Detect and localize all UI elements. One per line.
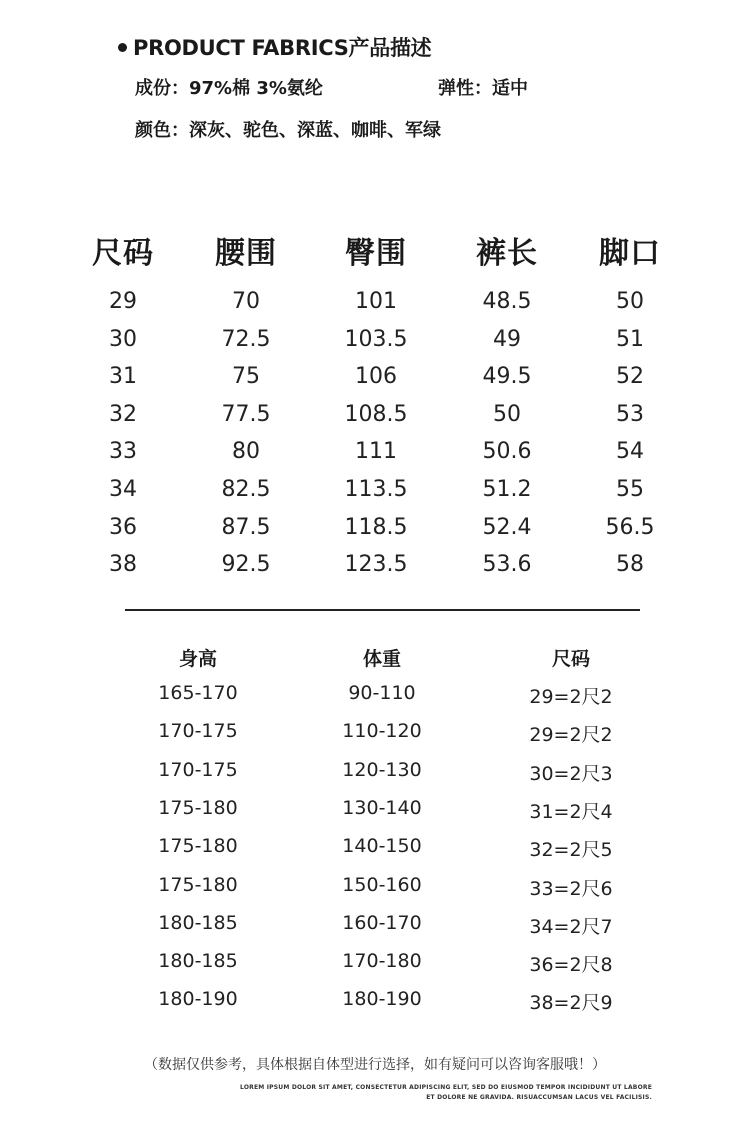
- colors-text: 颜色：深灰、驼色、深蓝、咖啡、军绿: [135, 120, 441, 141]
- size-table-cell: 54: [616, 439, 644, 465]
- size-table-cell: 111: [355, 439, 397, 465]
- fit-table-cell: 29=2尺2: [529, 724, 613, 747]
- size-table-cell: 36: [109, 514, 137, 540]
- fit-table-cell: 120-130: [342, 758, 422, 781]
- size-table-cell: 77.5: [221, 401, 271, 427]
- fine-print-line-1: LOREM IPSUM DOLOR SIT AMET, CONSECTETUR ADIPISCING ELIT, SED DO EIUSMOD TEMPOR INCIDIDUNT UT LABORE: [240, 1084, 652, 1091]
- fit-table-cell: 29=2尺2: [529, 686, 613, 708]
- fit-table-cell: 31=2尺4: [529, 800, 613, 823]
- fit-table-cell: 170-175: [158, 758, 238, 781]
- size-table-cell: 48.5: [482, 289, 532, 314]
- size-table-cell: 32: [109, 401, 137, 427]
- disclaimer-note: （数据仅供参考，具体根据自体型进行选择，如有疑问可以咨询客服哦！）: [144, 1057, 606, 1073]
- composition-text: 成份：97%棉 3%氨纶: [135, 78, 323, 99]
- size-table-cell: 87.5: [221, 514, 271, 540]
- fit-table-header-cell: 尺码: [551, 648, 591, 670]
- fit-table-header-cell: 体重: [362, 648, 402, 670]
- fit-table-cell: 165-170: [158, 682, 238, 704]
- fit-table-cell: 180-190: [158, 988, 238, 1011]
- fit-table-cell: 38=2尺9: [529, 992, 613, 1015]
- fit-table-cell: 33=2尺6: [529, 877, 613, 900]
- size-table-cell: 92.5: [221, 552, 271, 578]
- divider: [125, 609, 640, 611]
- fit-table-cell: 34=2尺7: [529, 915, 613, 938]
- size-table-cell: 58: [616, 552, 644, 578]
- fit-table-cell: 175-180: [158, 835, 238, 858]
- fit-table-cell: 150-160: [342, 873, 422, 896]
- fit-table-cell: 180-185: [158, 950, 238, 973]
- size-table-cell: 29: [109, 289, 137, 314]
- fit-table-cell: 170-175: [158, 720, 238, 743]
- fit-table-cell: 130-140: [342, 796, 422, 819]
- fit-table-cell: 36=2尺8: [529, 954, 613, 977]
- size-table-cell: 50: [493, 401, 521, 427]
- size-table-cell: 49: [493, 326, 521, 352]
- fit-table-cell: 110-120: [342, 720, 422, 743]
- size-table-cell: 56.5: [605, 514, 655, 540]
- size-table-cell: 55: [616, 477, 644, 502]
- size-table-cell: 52.4: [482, 514, 532, 540]
- fit-table-cell: 140-150: [342, 835, 422, 858]
- size-table-cell: 70: [232, 289, 260, 314]
- size-table-cell: 33: [109, 439, 137, 465]
- size-table-cell: 75: [232, 364, 260, 390]
- fine-print-line-2: ET DOLORE NE GRAVIDA. RISUACCUMSAN LACUS VEL FACILISIS.: [426, 1094, 652, 1101]
- fit-table-cell: 175-180: [158, 796, 238, 819]
- size-table-cell: 30: [109, 326, 137, 352]
- size-table-cell: 108.5: [344, 401, 408, 427]
- size-table-cell: 103.5: [344, 326, 408, 352]
- size-table-cell: 34: [109, 477, 137, 502]
- size-table-cell: 31: [109, 364, 137, 390]
- size-table-cell: 38: [109, 552, 137, 578]
- size-table-cell: 118.5: [344, 514, 408, 540]
- title-text: PRODUCT FABRICS产品描述: [133, 36, 432, 60]
- fit-table-cell: 180-190: [342, 988, 422, 1011]
- size-table-header-cell: 臀围: [345, 236, 407, 271]
- size-table-cell: 51: [616, 326, 644, 352]
- size-table-cell: 101: [355, 289, 397, 314]
- size-table-cell: 50: [616, 289, 644, 314]
- fit-table-cell: 32=2尺5: [529, 839, 613, 862]
- size-table-cell: 53: [616, 401, 644, 427]
- size-table-cell: 51.2: [482, 477, 532, 502]
- elasticity-text: 弹性：适中: [438, 78, 528, 99]
- fit-table-cell: 175-180: [158, 873, 238, 896]
- size-table-cell: 113.5: [344, 477, 408, 502]
- size-table-cell: 53.6: [482, 552, 532, 578]
- fit-table-cell: 180-185: [158, 911, 238, 934]
- fit-table-cell: 170-180: [342, 950, 422, 973]
- size-table-header-cell: 脚口: [599, 236, 661, 271]
- fit-table-header-cell: 身高: [178, 648, 218, 670]
- fit-table-cell: 30=2尺3: [529, 762, 613, 785]
- size-table-cell: 72.5: [221, 326, 271, 352]
- size-table-header-cell: 腰围: [215, 236, 277, 271]
- size-table-cell: 52: [616, 364, 644, 390]
- fit-table-cell: 160-170: [342, 911, 422, 934]
- size-table-header-cell: 裤长: [476, 236, 538, 271]
- size-table-cell: 49.5: [482, 364, 532, 390]
- product-fabrics-title: [118, 32, 431, 62]
- size-table-cell: 123.5: [344, 552, 408, 578]
- bullet-icon: [118, 43, 127, 52]
- size-table-cell: 50.6: [482, 439, 532, 465]
- size-table-cell: 80: [232, 439, 260, 465]
- size-table-cell: 106: [355, 364, 397, 390]
- size-table-cell: 82.5: [221, 477, 271, 502]
- fit-table-cell: 90-110: [348, 682, 416, 704]
- size-table-header-cell: 尺码: [92, 236, 154, 271]
